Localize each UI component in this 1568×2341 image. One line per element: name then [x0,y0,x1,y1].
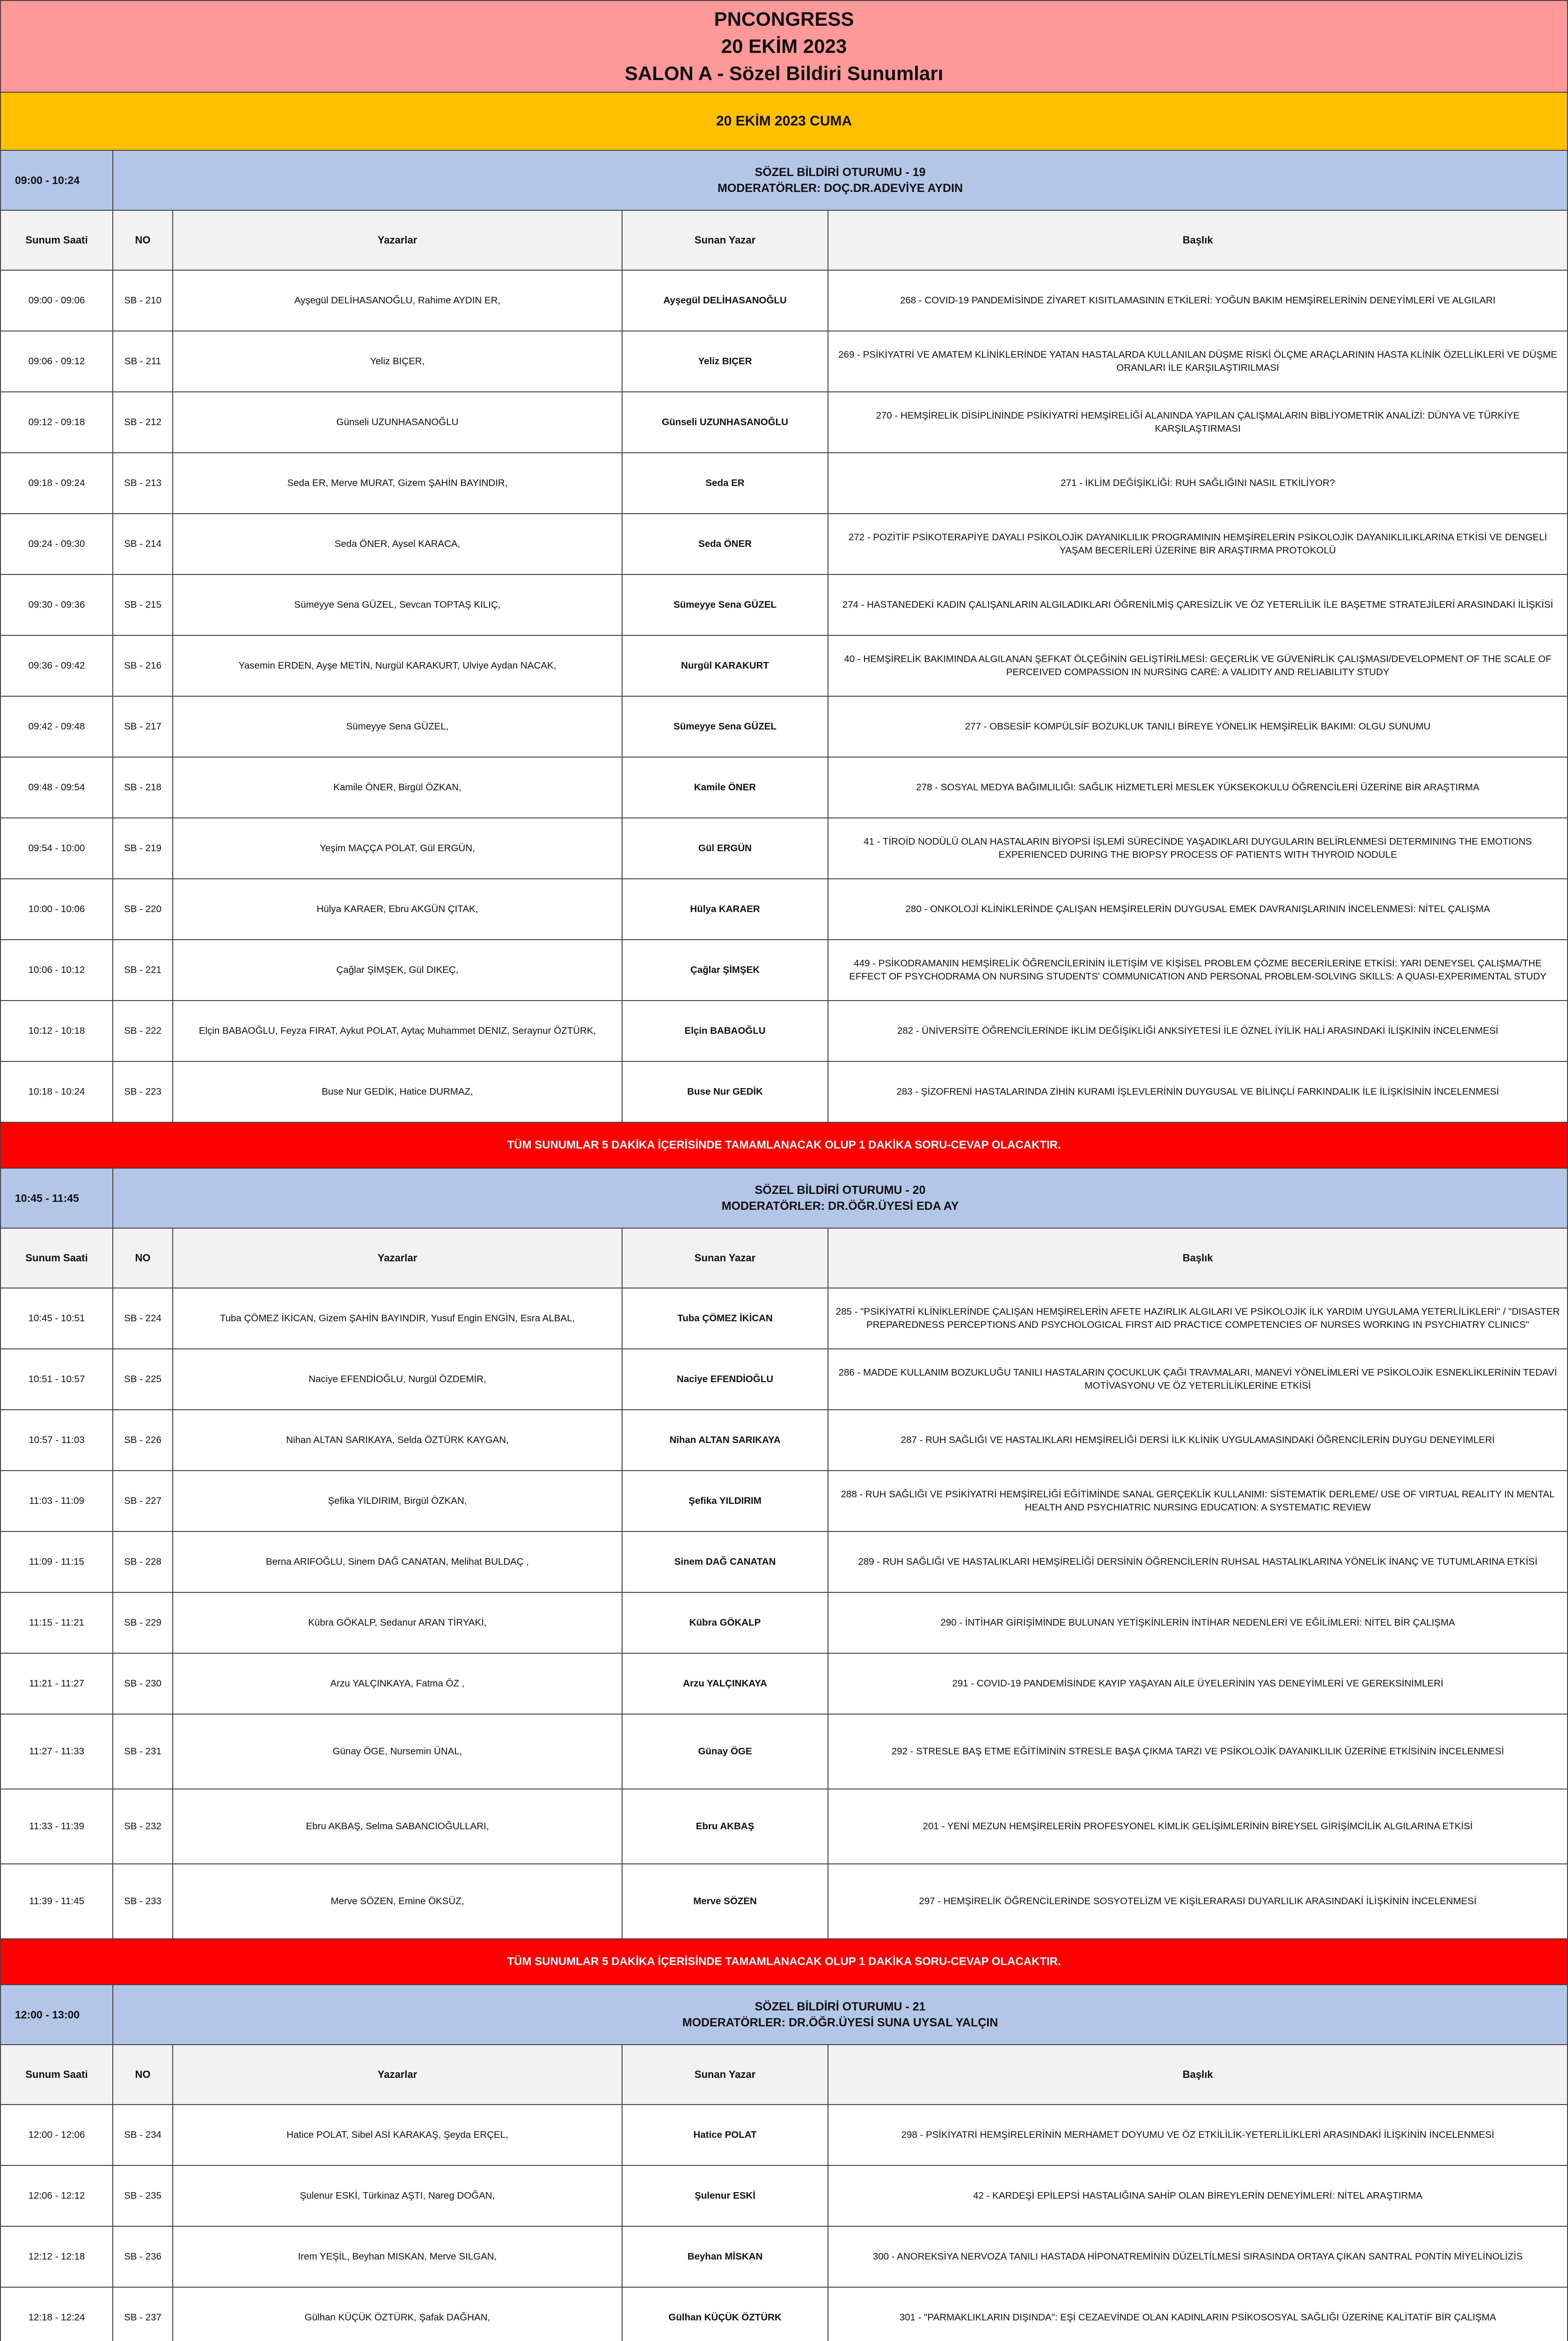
row-title: 270 - HEMŞİRELİK DİSİPLİNİNDE PSİKİYATRİ HEMŞİRELİĞİ ALANINDA YAPILAN ÇALIŞMALARIN BİBLİYOMETRİK ANALİZİ: DÜNYA VE TÜRKİYE KARŞILAŞTIRMASI [876,410,1520,434]
row-number: SB - 221 [113,940,173,1000]
session-title-block [113,151,1567,210]
row-authors: Ayşegül DELİHASANOĞLU, Rahime AYDIN ER, [173,271,623,331]
row-presenter: Seda ÖNER [623,514,828,574]
row-presenter: Hatice POLAT [623,2105,828,2165]
column-header: Sunan Yazar [623,1229,828,1288]
row-number: SB - 224 [113,1288,173,1348]
table-row [1,2166,1567,2227]
table-row [1,2227,1567,2288]
table-row [1,2105,1567,2166]
row-presenter: Naciye EFENDİOĞLU [623,1349,828,1409]
row-title: 269 - PSİKİYATRİ VE AMATEM KLİNİKLERİNDE YATAN HASTALARDA KULLANILAN DÜŞME RİSKİ ÖLÇME ARAÇLARININ HASTA KLİNİK ÖZELLİKLERİ VE DÜŞME ORANLARI İLE KARŞILAŞTIRILMASI [838,349,1557,373]
row-number: SB - 230 [113,1654,173,1714]
row-presenter: Yeliz BIÇER [623,331,828,391]
row-time: 10:45 - 10:51 [1,1288,113,1348]
table-row [1,1471,1567,1532]
row-authors: Elçin BABAOĞLU, Feyza FIRAT, Aykut POLAT, Aytaç Muhammet DENIZ, Seraynur ÖZTÜRK, [173,1001,623,1061]
row-time: 11:03 - 11:09 [1,1471,113,1531]
row-number: SB - 218 [113,758,173,817]
row-presenter: Şulenur ESKİ [623,2166,828,2226]
row-authors: Çağlar ŞİMŞEK, Gül DIKEÇ, [173,940,623,1000]
column-header: NO [113,1229,173,1288]
row-number: SB - 222 [113,1001,173,1061]
row-time: 09:24 - 09:30 [1,514,113,574]
row-number: SB - 214 [113,514,173,574]
row-presenter: Hülya KARAER [623,879,828,939]
table-row [1,1062,1567,1123]
row-presenter: Gülhan KÜÇÜK ÖZTÜRK [623,2288,828,2341]
row-authors: Seda ÖNER, Aysel KARACA, [173,514,623,574]
row-time: 12:06 - 12:12 [1,2166,113,2226]
row-time: 11:39 - 11:45 [1,1864,113,1938]
session-title-block [113,1169,1567,1228]
row-presenter: Tuba ÇÖMEZ İKİCAN [623,1288,828,1348]
table-row [1,1001,1567,1062]
row-presenter: Merve SÖZEN [623,1864,828,1938]
row-authors: Seda ER, Merve MURAT, Gizem ŞAHİN BAYINDIR, [173,453,623,513]
row-presenter: Günay ÖGE [623,1715,828,1789]
row-title: 291 - COVID-19 PANDEMİSİNDE KAYIP YAŞAYAN AİLE ÜYELERİNİN YAS DENEYİMLERİ VE GEREKSİNİMLERİ [952,1678,1443,1689]
column-header: Sunum Saati [1,1229,113,1288]
row-authors: Merve SÖZEN, Emine ÖKSÜZ, [173,1864,623,1938]
session-block [1,1985,1567,2341]
column-header: Başlık [1182,234,1213,246]
row-title: 280 - ONKOLOJİ KLİNİKLERİNDE ÇALIŞAN HEMŞİRELERİN DUYGUSAL EMEK DAVRANIŞLARININ İNCELENMESİ: NİTEL ÇALIŞMA [905,904,1490,914]
sessions-container [1,151,1567,2341]
row-number: SB - 213 [113,453,173,513]
row-number: SB - 228 [113,1532,173,1592]
row-title: 274 - HASTANEDEKİ KADIN ÇALIŞANLARIN ALGILADIKLARI ÖĞRENİLMİŞ ÇARESİZLİK VE ÖZ YETERLİLİK İLE BAŞETME STRATEJİLERİ ARASINDAKİ İLİŞKİSİ [842,599,1553,610]
column-header: Başlık [1182,1252,1213,1264]
row-time: 09:18 - 09:24 [1,453,113,513]
session-title: SÖZEL BİLDİRİ OTURUMU - 20 [755,1184,926,1197]
row-title: 289 - RUH SAĞLIĞI VE HASTALIKLARI HEMŞİRELİĞİ DERSİNİN ÖĞRENCİLERİN RUHSAL HASTALIKLARINA YÖNELİK İNANÇ VE TUTUMLARINA ETKİSİ [858,1556,1538,1567]
column-header: Yazarlar [173,2045,623,2104]
row-presenter: Beyhan MİSKAN [623,2227,828,2287]
table-row [1,1532,1567,1593]
row-number: SB - 227 [113,1471,173,1531]
row-authors: Irem YEŞİL, Beyhan MISKAN, Merve SILGAN, [173,2227,623,2287]
row-time: 10:00 - 10:06 [1,879,113,939]
row-authors: Kamile ÖNER, Birgül ÖZKAN, [173,758,623,817]
table-row [1,2288,1567,2341]
session-block [1,1169,1567,1985]
row-title: 40 - HEMŞİRELİK BAKIMINDA ALGILANAN ŞEFKAT ÖLÇEĞİNİN GELİŞTİRİLMESİ: GEÇERLİK VE GÜVENİRLİK ÇALIŞMASI/DEVELOPMENT OF THE SCALE OF PERCEIVED COMPASSION IN NURSING CARE: A VALIDITY AND RELIABILITY STUDY [844,654,1552,677]
table-row [1,1789,1567,1864]
row-title: 278 - SOSYAL MEDYA BAĞIMLILIĞI: SAĞLIK HİZMETLERİ MESLEK YÜKSEKOKULU ÖĞRENCİLERİ ÜZERİNE BİR ARAŞTIRMA [916,782,1480,793]
row-authors: Sümeyye Sena GÜZEL, Sevcan TOPTAŞ KILIÇ, [173,575,623,635]
row-title: 42 - KARDEŞİ EPİLEPSİ HASTALIĞINA SAHİP OLAN BİREYLERİN DENEYİMLERİ: NİTEL ARAŞTIRMA [973,2190,1422,2201]
row-title: 449 - PSİKODRAMANIN HEMŞİRELİK ÖĞRENCİLERİNİN İLETİŞİM VE KİŞİSEL PROBLEM ÇÖZME BECERİLERİNE ETKİSİ: YARI DENEYSEL ÇALIŞMA/THE EFFECT OF PSYCHODRAMA ON NURSING STUDENTS' COMMUNICATION AND PERSONAL PROBLEM-SOLVING SKILLS: A QUASI-EXPERIMENTAL STUDY [849,958,1546,982]
row-authors: Yeşim MAÇÇA POLAT, Gül ERGÜN, [173,818,623,878]
row-time: 09:30 - 09:36 [1,575,113,635]
document-header [1,1,1567,93]
row-authors: Hülya KARAER, Ebru AKGÜN ÇITAK, [173,879,623,939]
row-presenter: Kamile ÖNER [623,758,828,817]
table-row [1,879,1567,940]
column-header: NO [113,2045,173,2104]
row-time: 10:18 - 10:24 [1,1062,113,1122]
column-header: Sunan Yazar [623,2045,828,2104]
row-authors: Ebru AKBAŞ, Selma SABANCIOĞULLARI, [173,1789,623,1863]
row-presenter: Nihan ALTAN SARIKAYA [623,1410,828,1470]
row-authors: Buse Nur GEDİK, Hatice DURMAZ, [173,1062,623,1122]
row-authors: Tuba ÇÖMEZ İKİCAN, Gizem ŞAHİN BAYINDIR, Yusuf Engin ENGİN, Esra ALBAL, [173,1288,623,1348]
row-presenter: Ebru AKBAŞ [623,1789,828,1863]
row-title: 268 - COVID-19 PANDEMİSİNDE ZİYARET KISITLAMASININ ETKİLERİ: YOĞUN BAKIM HEMŞİRELERİNİN DENEYİMLERİ VE ALGILARI [900,295,1496,306]
row-time: 11:09 - 11:15 [1,1532,113,1592]
row-title: 201 - YENİ MEZUN HEMŞİRELERİN PROFESYONEL KİMLİK GELİŞİMLERİNİN BİREYSEL GİRİŞİMCİLİK ALGILARINA ETKİSİ [923,1821,1473,1832]
session-moderators: MODERATÖRLER: DR.ÖĞR.ÜYESİ SUNA UYSAL YALÇIN [682,2016,998,2029]
row-title: 283 - ŞİZOFRENİ HASTALARINDA ZİHİN KURAMI İŞLEVLERİNİN DUYGUSAL VE BİLİNÇLİ FARKINDALIK İLE İLİŞKİSİNİN İNCELENMESİ [896,1086,1499,1097]
row-authors: Yeliz BIÇER, [173,331,623,391]
row-authors: Naciye EFENDİOĞLU, Nurgül ÖZDEMİR, [173,1349,623,1409]
row-title: 287 - RUH SAĞLIĞI VE HASTALIKLARI HEMŞİRELİĞİ DERSİ İLK KLİNİK UYGULAMASINDAKİ ÖĞRENCİLERİN DUYGU DENEYİMLERİ [901,1435,1495,1445]
row-title: 300 - ANOREKSİYA NERVOZA TANILI HASTADA HİPONATREMİNİN DÜZELTİLMESİ SIRASINDA ORTAYA ÇIKAN SANTRAL PONTİN MİYELİNOLİZİS [872,2251,1523,2262]
table-row [1,1349,1567,1410]
day-banner: 20 EKİM 2023 CUMA [1,93,1567,151]
row-time: 09:12 - 09:18 [1,392,113,452]
row-title: 286 - MADDE KULLANIM BOZUKLUĞU TANILI HASTALARIN ÇOCUKLUK ÇAĞI TRAVMALARI, MANEVİ YÖNELİMLERİ VE PSİKOLOJİK ESNEKLİKLERİNİN TEDAVİ MOTİVASYONU VE ÖZ YETERLİLİKLERİNE ETKİSİ [838,1367,1557,1391]
table-row [1,271,1567,331]
column-header-row [1,211,1567,271]
row-authors: Berna ARIFOĞLU, Sinem DAĞ CANATAN, Melihat BULDAÇ , [173,1532,623,1592]
row-time: 09:06 - 09:12 [1,331,113,391]
row-authors: Sümeyye Sena GÜZEL, [173,697,623,757]
row-number: SB - 229 [113,1593,173,1653]
row-title: 288 - RUH SAĞLIĞI VE PSİKİYATRİ HEMŞİRELİĞİ EĞİTİMİNDE SANAL GERÇEKLİK KULLANIMI: SİSTEMATİK DERLEME/ USE OF VIRTUAL REALITY IN MENTAL HEALTH AND PSYCHIATRIC NURSING EDUCATION: A SYSTEMATIC REVIEW [841,1489,1555,1513]
table-row [1,818,1567,879]
table-row [1,514,1567,575]
column-header-row [1,2045,1567,2105]
column-header: NO [113,211,173,270]
row-number: SB - 235 [113,2166,173,2226]
table-row [1,636,1567,697]
row-number: SB - 215 [113,575,173,635]
row-number: SB - 236 [113,2227,173,2287]
row-time: 11:15 - 11:21 [1,1593,113,1653]
table-row [1,1593,1567,1654]
row-number: SB - 233 [113,1864,173,1938]
row-time: 10:06 - 10:12 [1,940,113,1000]
session-time: 12:00 - 13:00 [1,1985,113,2044]
row-authors: Şulenur ESKİ, Türkinaz AŞTI, Nareg DOĞAN, [173,2166,623,2226]
row-time: 10:12 - 10:18 [1,1001,113,1061]
row-authors: Yasemin ERDEN, Ayşe METİN, Nurgül KARAKURT, Ulviye Aydan NACAK, [173,636,623,696]
table-row [1,392,1567,453]
row-number: SB - 231 [113,1715,173,1789]
row-number: SB - 210 [113,271,173,331]
row-presenter: Arzu YALÇINKAYA [623,1654,828,1714]
row-title: 298 - PSİKİYATRİ HEMŞİRELERİNİN MERHAMET DOYUMU VE ÖZ ETKİLİLİK-YETERLİLİKLERİ ARASINDAKİ İLİŞKİNİN İNCELENMESİ [901,2129,1495,2140]
row-authors: Arzu YALÇINKAYA, Fatma ÖZ , [173,1654,623,1714]
table-row [1,331,1567,392]
session-moderators: MODERATÖRLER: DOÇ.DR.ADEVİYE AYDIN [717,182,963,195]
row-presenter: Gül ERGÜN [623,818,828,878]
row-title: 285 - "PSİKİYATRİ KLİNİKLERİNDE ÇALIŞAN HEMŞİRELERİN AFETE HAZIRLIK ALGILARI VE PSİKOLOJİK İLK YARDIM UYGULAMA YETERLİLİKLERİ" / "DISASTER PREPAREDNESS PERCEPTIONS AND PSYCHOLOGICAL FIRST AID PRACTICE COMPETENCIES OF NURSES WORKING IN PSYCHIATRY CLINICS" [835,1306,1560,1330]
row-time: 11:27 - 11:33 [1,1715,113,1789]
row-number: SB - 232 [113,1789,173,1863]
row-number: SB - 216 [113,636,173,696]
row-presenter: Şefika YILDIRIM [623,1471,828,1531]
row-presenter: Ayşegül DELİHASANOĞLU [623,271,828,331]
row-presenter: Günseli UZUNHASANOĞLU [623,392,828,452]
row-time: 11:21 - 11:27 [1,1654,113,1714]
column-header-row [1,1229,1567,1288]
table-row [1,1410,1567,1471]
column-header: Sunum Saati [1,211,113,270]
session-header [1,1169,1567,1229]
row-time: 12:00 - 12:06 [1,2105,113,2165]
row-number: SB - 220 [113,879,173,939]
row-time: 09:54 - 10:00 [1,818,113,878]
session-notice: TÜM SUNUMLAR 5 DAKİKA İÇERİSİNDE TAMAMLANACAK OLUP 1 DAKİKA SORU-CEVAP OLACAKTIR. [1,1123,1567,1169]
row-presenter: Nurgül KARAKURT [623,636,828,696]
header-date: 20 EKİM 2023 [721,35,847,57]
hall-title: SALON A - Sözel Bildiri Sunumları [624,62,944,84]
row-authors: Şefika YILDIRIM, Birgül ÖZKAN, [173,1471,623,1531]
row-authors: Nihan ALTAN SARIKAYA, Selda ÖZTÜRK KAYGAN, [173,1410,623,1470]
row-presenter: Çağlar ŞİMŞEK [623,940,828,1000]
row-number: SB - 223 [113,1062,173,1122]
row-title: 271 - İKLİM DEĞİŞİKLİĞİ: RUH SAĞLIĞINI NASIL ETKİLİYOR? [1061,478,1335,488]
row-title: 290 - İNTİHAR GİRİŞİMİNDE BULUNAN YETİŞKİNLERİN İNTİHAR NEDENLERİ VE EĞİLİMLERİ: NİTEL BİR ÇALIŞMA [940,1617,1455,1628]
table-row [1,575,1567,636]
row-presenter: Sümeyye Sena GÜZEL [623,575,828,635]
table-row [1,697,1567,758]
row-time: 09:00 - 09:06 [1,271,113,331]
row-presenter: Sümeyye Sena GÜZEL [623,697,828,757]
row-authors: Günseli UZUNHASANOĞLU [173,392,623,452]
row-presenter: Elçin BABAOĞLU [623,1001,828,1061]
session-header [1,1985,1567,2045]
row-presenter: Sinem DAĞ CANATAN [623,1532,828,1592]
column-header: Başlık [1182,2069,1213,2080]
session-header [1,151,1567,211]
congress-name: PNCONGRESS [714,8,854,30]
row-number: SB - 217 [113,697,173,757]
row-presenter: Seda ER [623,453,828,513]
row-time: 09:48 - 09:54 [1,758,113,817]
row-title: 297 - HEMŞİRELİK ÖĞRENCİLERİNDE SOSYOTELİZM VE KİŞİLERARASI DUYARLILIK ARASINDAKİ İLİŞKİNİN İNCELENMESİ [919,1896,1477,1907]
row-number: SB - 226 [113,1410,173,1470]
row-time: 09:42 - 09:48 [1,697,113,757]
row-authors: Kübra GÖKALP, Sedanur ARAN TİRYAKİ, [173,1593,623,1653]
table-row [1,1715,1567,1789]
session-title: SÖZEL BİLDİRİ OTURUMU - 21 [755,2000,926,2013]
row-number: SB - 237 [113,2288,173,2341]
row-number: SB - 219 [113,818,173,878]
session-notice: TÜM SUNUMLAR 5 DAKİKA İÇERİSİNDE TAMAMLANACAK OLUP 1 DAKİKA SORU-CEVAP OLACAKTIR. [1,1939,1567,1985]
session-moderators: MODERATÖRLER: DR.ÖĞR.ÜYESİ EDA AY [721,1200,959,1213]
session-title-block [113,1985,1567,2044]
session-time: 10:45 - 11:45 [1,1169,113,1228]
row-title: 292 - STRESLE BAŞ ETME EĞİTİMİNİN STRESLE BAŞA ÇIKMA TARZI VE PSİKOLOJİK DAYANIKLILIK ÜZERİNE ETKİSİNİN İNCELENMESİ [891,1746,1504,1757]
table-row [1,453,1567,514]
row-authors: Gülhan KÜÇÜK ÖZTÜRK, Şafak DAĞHAN, [173,2288,623,2341]
row-title: 277 - OBSESİF KOMPÜLSİF BOZUKLUK TANILI BİREYE YÖNELİK HEMŞİRELİK BAKIMI: OLGU SUNUMU [965,721,1431,732]
row-number: SB - 211 [113,331,173,391]
table-row [1,1654,1567,1715]
session-block [1,151,1567,1169]
session-time: 09:00 - 10:24 [1,151,113,210]
row-title: 272 - POZİTİF PSİKOTERAPİYE DAYALI PSİKOLOJİK DAYANIKLILIK PROGRAMININ HEMŞİRELERİN PSİKOLOJİK DAYANIKLILIKLARINA ETKİSİ VE DENGELİ YAŞAM BECERİLERİ ÜZERİNE BİR ARAŞTIRMA PROTOKOLÜ [848,532,1547,556]
row-time: 12:12 - 12:18 [1,2227,113,2287]
row-authors: Günay ÖGE, Nursemin ÜNAL, [173,1715,623,1789]
column-header: Sunum Saati [1,2045,113,2104]
row-presenter: Kübra GÖKALP [623,1593,828,1653]
column-header: Yazarlar [173,211,623,270]
row-title: 41 - TİROİD NODÜLÜ OLAN HASTALARIN BİYOPSİ İŞLEMİ SÜRECİNDE YAŞADIKLARI DUYGULARIN BELİRLENMESİ DETERMINING THE EMOTIONS EXPERIENCED DURING THE BIOPSY PROCESS OF PATIENTS WITH THYROID NODULE [864,836,1532,860]
row-time: 12:18 - 12:24 [1,2288,113,2341]
table-row [1,758,1567,818]
row-time: 10:57 - 11:03 [1,1410,113,1470]
column-header: Sunan Yazar [623,211,828,270]
row-number: SB - 225 [113,1349,173,1409]
table-row [1,1864,1567,1939]
row-presenter: Buse Nur GEDİK [623,1062,828,1122]
session-title: SÖZEL BİLDİRİ OTURUMU - 19 [755,166,926,179]
table-row [1,1288,1567,1349]
row-time: 09:36 - 09:42 [1,636,113,696]
row-title: 282 - ÜNİVERSİTE ÖĞRENCİLERİNDE İKLİM DEĞİŞİKLİĞİ ANKSİYETESİ İLE ÖZNEL İYİLİK HALİ ARASINDAKİ İLİŞKİNİN İNCELENMESİ [897,1025,1499,1036]
row-authors: Hatice POLAT, Sibel ASİ KARAKAŞ, Şeyda ERÇEL, [173,2105,623,2165]
row-number: SB - 212 [113,392,173,452]
table-row [1,940,1567,1001]
row-time: 11:33 - 11:39 [1,1789,113,1863]
column-header: Yazarlar [173,1229,623,1288]
row-title: 301 - "PARMAKLIKLARIN DIŞINDA": EŞİ CEZAEVİNDE OLAN KADINLARIN PSİKOSOSYAL SAĞLIĞI ÜZERİNE KALİTATİF BİR ÇALIŞMA [899,2312,1496,2323]
row-number: SB - 234 [113,2105,173,2165]
row-time: 10:51 - 10:57 [1,1349,113,1409]
